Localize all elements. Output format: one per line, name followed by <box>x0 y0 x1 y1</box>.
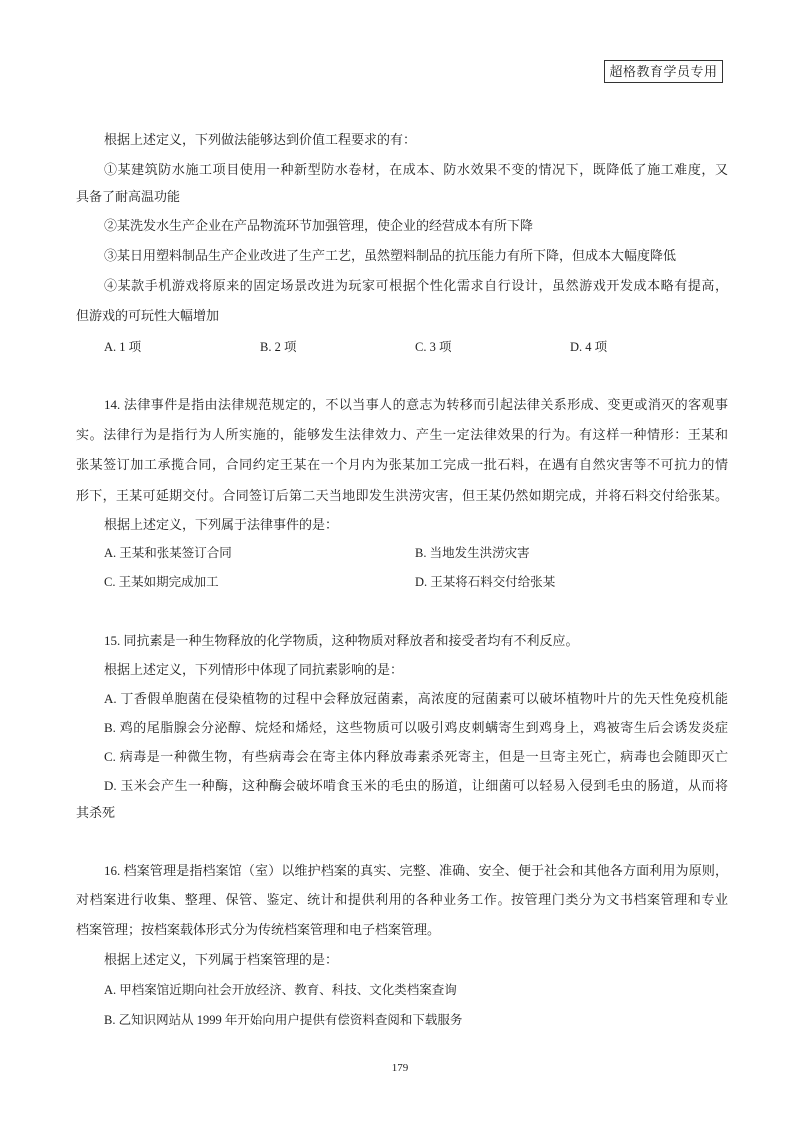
statement-4-line-1: ④某款手机游戏将原来的固定场景改进为玩家可根据个性化需求自行设计，虽然游戏开发成本略有提高， <box>104 278 728 293</box>
question-15-option-a: A. 丁香假单胞菌在侵染植物的过程中会释放冠菌素，高浓度的冠菌素可以破坏植物叶片的先天性免疫机能 <box>104 691 728 706</box>
question-16-option-a: A. 甲档案馆近期向社会开放经济、教育、科技、文化类档案查询 <box>104 983 457 997</box>
question-16-prompt: 根据上述定义，下列属于档案管理的是： <box>104 952 339 967</box>
question-14-stem-line-1: 14. 法律事件是指由法律规范规定的，不以当事人的意志为转移而引起法律关系形成、变更或消灭的客观事 <box>104 397 728 412</box>
question-15-option-c: C. 病毒是一种微生物，有些病毒会在寄主体内释放毒素杀死寄主，但是一旦寄主死亡，病毒也会随即灭亡 <box>104 749 728 764</box>
statement-3-line-1: ③某日用塑料制品生产企业改进了生产工艺，虽然塑料制品的抗压能力有所下降，但成本大幅度降低 <box>104 248 677 263</box>
question-14-prompt: 根据上述定义，下列属于法律事件的是： <box>104 517 339 532</box>
header-badge: 超格教育学员专用 <box>604 60 723 83</box>
question-14-stem-line-3: 张某签订加工承揽合同，合同约定王某在一个月内为张某加工完成一批石料，在遇有自然灾害等不可抗力的情 <box>76 457 728 472</box>
question-14-stem-line-4: 形下，王某可延期交付。合同签订后第二天当地即发生洪涝灾害，但王某仍然如期完成，并将石料交付给张某。 <box>76 488 728 503</box>
question-13-option-c: C. 3 项 <box>415 340 452 354</box>
question-14-option-c: C. 王某如期完成加工 <box>104 575 219 589</box>
page-number: 179 <box>391 1062 409 1074</box>
question-16-stem-line-3: 档案管理；按档案载体形式分为传统档案管理和电子档案管理。 <box>76 922 441 937</box>
question-14-stem-line-2: 实。法律行为是指行为人所实施的，能够发生法律效力、产生一定法律效果的行为。有这样一种情形：王某和 <box>76 427 728 442</box>
statement-1-line-2: 具备了耐高温功能 <box>76 189 181 204</box>
question-16-stem-line-2: 对档案进行收集、整理、保管、鉴定、统计和提供利用的各种业务工作。按管理门类分为文书档案管理和专业 <box>76 892 728 907</box>
question-14-option-a: A. 王某和张某签订合同 <box>104 546 232 560</box>
question-15-prompt: 根据上述定义，下列情形中体现了同抗素影响的是： <box>104 662 404 677</box>
question-14-option-b: B. 当地发生洪涝灾害 <box>415 546 530 560</box>
question-15-option-b: B. 鸡的尾脂腺会分泌醇、烷烃和烯烃，这些物质可以吸引鸡皮刺螨寄生到鸡身上，鸡被寄生后会诱发炎症 <box>104 720 728 735</box>
statement-4-line-2: 但游戏的可玩性大幅增加 <box>76 308 220 323</box>
question-15-option-d-line-1: D. 玉米会产生一种酶，这种酶会破坏啃食玉米的毛虫的肠道，让细菌可以轻易入侵到毛虫的肠道，从而将 <box>104 778 728 793</box>
question-13-option-d: D. 4 项 <box>570 340 608 354</box>
question-16-option-b: B. 乙知识网站从 1999 年开始向用户提供有偿资料查阅和下载服务 <box>104 1013 463 1027</box>
question-14-option-d: D. 王某将石料交付给张某 <box>415 575 556 589</box>
statement-2-line-1: ②某洗发水生产企业在产品物流环节加强管理，使企业的经营成本有所下降 <box>104 218 534 233</box>
question-15-option-d-line-2: 其杀死 <box>76 805 116 820</box>
question-16-stem-line-1: 16. 档案管理是指档案馆（室）以维护档案的真实、完整、准确、安全、便于社会和其他各方面利用为原则， <box>104 863 728 878</box>
question-13-option-b: B. 2 项 <box>260 340 297 354</box>
question-13-prompt: 根据上述定义，下列做法能够达到价值工程要求的有： <box>104 132 417 147</box>
statement-1-line-1: ①某建筑防水施工项目使用一种新型防水卷材，在成本、防水效果不变的情况下，既降低了施工难度，又 <box>104 162 728 177</box>
question-13-option-a: A. 1 项 <box>104 340 142 354</box>
question-15-stem-line-1: 15. 同抗素是一种生物释放的化学物质，这种物质对释放者和接受者均有不利反应。 <box>104 633 579 648</box>
